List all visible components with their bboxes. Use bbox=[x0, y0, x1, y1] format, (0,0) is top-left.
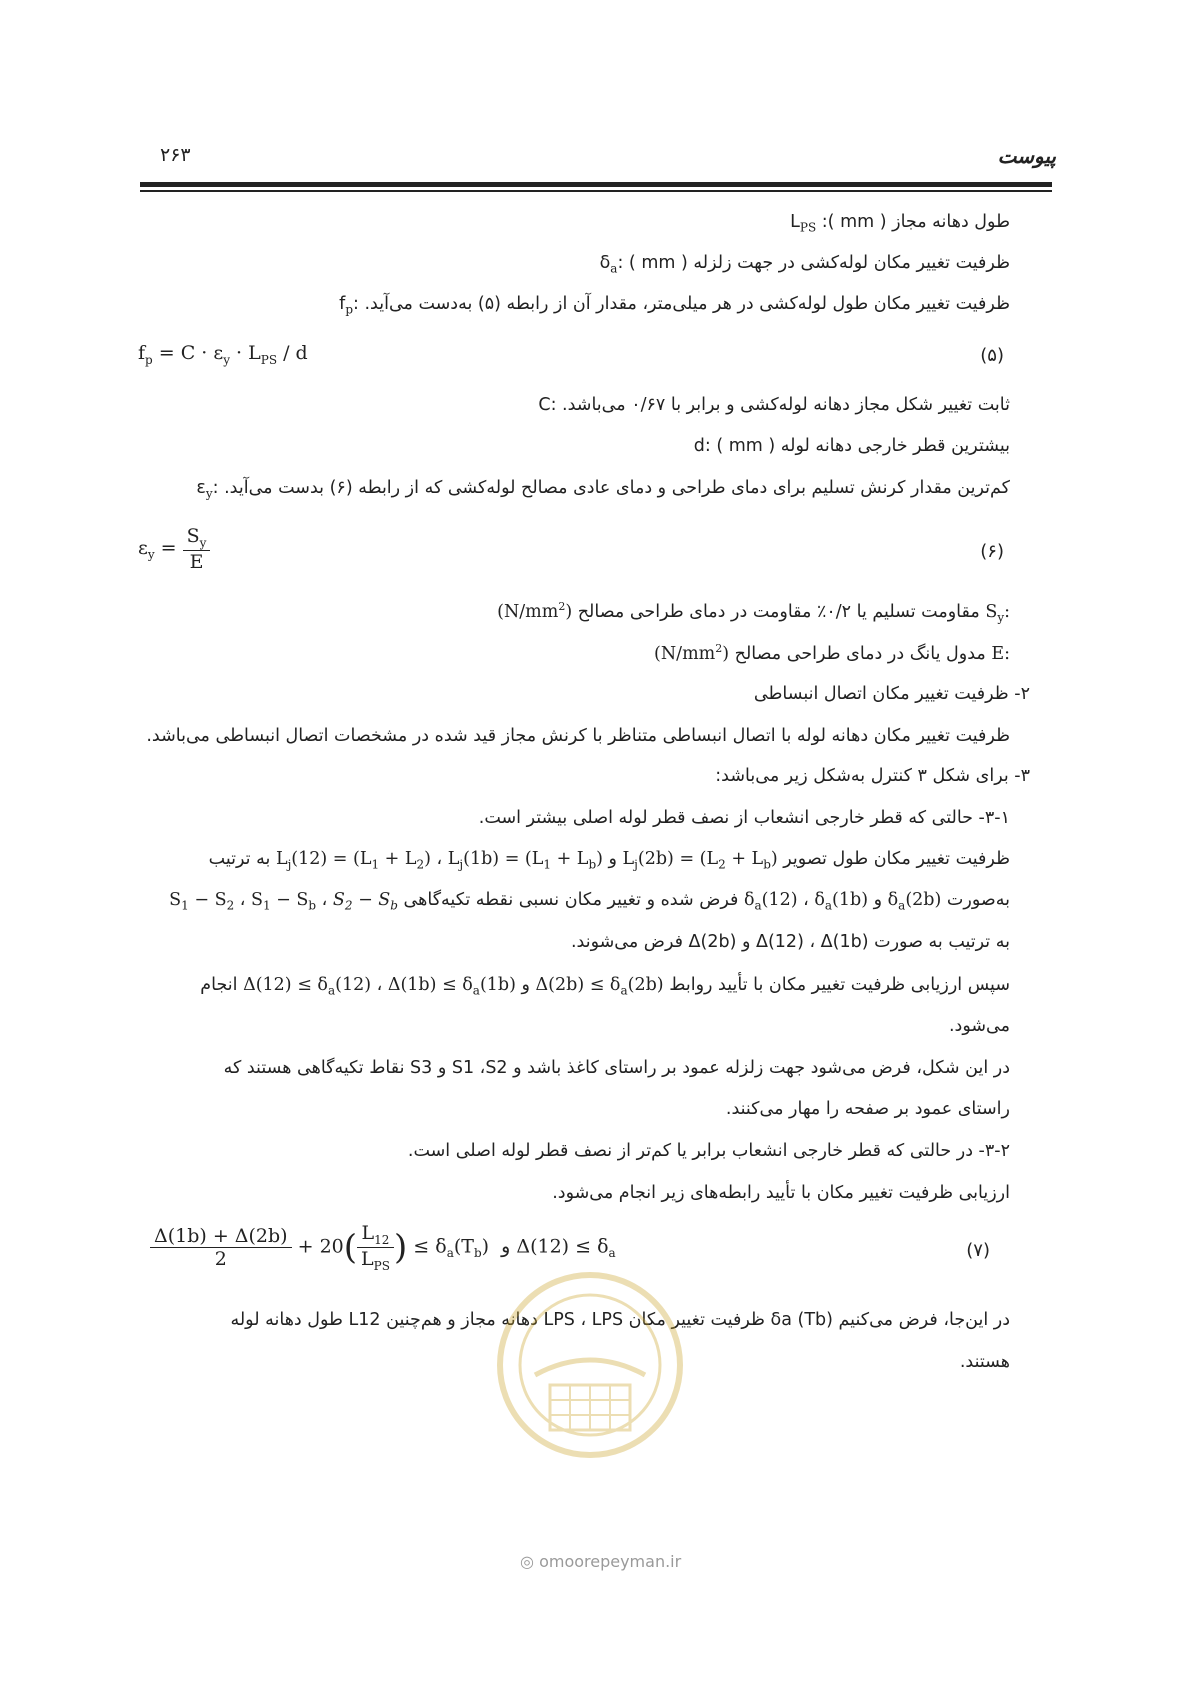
header-rule-thin bbox=[140, 190, 1052, 192]
paragraph-2: به‌صورت $\delta_a(12)$ ، $\delta_a(1b)$ و $\delta_a(2b)$ فرض شده و تغییر مکان نسبی نقطه تکیه‌گاهی $S_1 - S_2$ ، $S_1 - S_b$ ، $S_2 - S_b$ bbox=[169, 890, 1010, 913]
equation-6: $\varepsilon_y$ = $\frac{S_y}{E}$ bbox=[138, 525, 210, 573]
header-rule bbox=[140, 182, 1052, 187]
def-lps: طول دهانه مجاز ( mm ): $L_{PS}$ bbox=[790, 212, 1010, 235]
equation-6-number: (۶) bbox=[980, 541, 1004, 562]
def-delta-a: ظرفیت تغییر مکان لوله‌کشی در جهت زلزله ( mm ) $:\delta_a$ bbox=[599, 253, 1010, 276]
def-fp: ظرفیت تغییر مکان طول لوله‌کشی در هر میلی‌متر، مقدار آن از رابطه (۵) به‌دست می‌آید. $:f_p$ bbox=[339, 294, 1010, 317]
equation-5-number: (۵) bbox=[980, 345, 1004, 366]
globe-icon: ◎ bbox=[520, 1552, 534, 1571]
running-header: پیوست bbox=[997, 144, 1056, 168]
paragraph-6: راستای عمود بر صفحه را مهار می‌کنند. bbox=[725, 1099, 1010, 1119]
def-epsilon-y: کم‌ترین مقدار کرنش تسلیم برای دمای طراحی و دمای عادی مصالح لوله‌کشی که از رابطه (۶) بدست می‌آید. $:\varepsilon_y$ bbox=[196, 478, 1010, 501]
section-3-title: ۳- برای شکل ۳ کنترل به‌شکل زیر می‌باشد: bbox=[715, 766, 1030, 786]
watermark-seal-icon bbox=[490, 1265, 690, 1465]
section-3-1-title: ۳-۱- حالتی که قطر خارجی انشعاب از نصف قطر لوله اصلی بیشتر است. bbox=[478, 808, 1010, 828]
paragraph-3: به ترتیب به صورت Δ(12) ، Δ(1b) و Δ(2b) فرض می‌شوند. bbox=[570, 932, 1010, 952]
paragraph-7: ارزیابی ظرفیت تغییر مکان با تأیید رابطه‌های زیر انجام می‌شود. bbox=[552, 1183, 1010, 1203]
page-number: ۲۶۳ bbox=[160, 144, 191, 166]
equation-7: $\frac{\Delta(1b) + \Delta(2b)}{2}$ + 20( $\frac{L_{12}}{L_{PS}}$ ) ≤ $\delta_a(T_b)$ و $\Delta(12) \le \delta_a$ bbox=[150, 1222, 616, 1273]
equation-7-number: (۷) bbox=[966, 1240, 990, 1261]
section-2-text: ظرفیت تغییر مکان دهانه لوله با اتصال انبساطی متناظر با کرنش مجاز قید شده در مشخصات اتصال انبساطی می‌باشد. bbox=[146, 726, 1010, 746]
paragraph-9: هستند. bbox=[959, 1352, 1010, 1372]
paragraph-8: در این‌جا، فرض می‌کنیم δa (Tb) ظرفیت تغییر مکان LPS ، LPS دهانه مجاز و هم‌چنین L12 طول دهانه لوله bbox=[230, 1310, 1010, 1330]
section-3-2-title: ۳-۲- در حالتی که قطر خارجی انشعاب برابر یا کم‌تر از نصف قطر لوله اصلی است. bbox=[407, 1141, 1010, 1161]
def-c: ثابت تغییر شکل مجاز دهانه لوله‌کشی و برابر با ۰/۶۷ می‌باشد. :C bbox=[538, 395, 1010, 415]
paragraph-1: ظرفیت تغییر مکان طول تصویر $L_j(12) = (L_1 + L_2)$ ، $L_j(1b) = (L_1 + L_b)$ و $L_j(2b) = (L_2 + L_b)$ به ترتیب bbox=[208, 849, 1010, 872]
paragraph-4-end: می‌شود. bbox=[948, 1016, 1010, 1036]
def-sy: $S_y$: مقاومت تسلیم یا ۰/۲٪ مقاومت در دمای طراحی مصالح $(N/mm^2)$ bbox=[497, 600, 1010, 625]
watermark-site: ◎ omoorepeyman.ir bbox=[520, 1552, 682, 1571]
section-2-title: ۲- ظرفیت تغییر مکان اتصال انبساطی bbox=[753, 684, 1030, 704]
paragraph-4: سپس ارزیابی ظرفیت تغییر مکان با تأیید روابط $\Delta(12) \le \delta_a(12)$ ، $\Delta(1b) \le \delta_a(1b)$ و $\Delta(2b) \le \delta_a(2b)$ انجام bbox=[200, 975, 1010, 998]
def-e: E: مدول یانگ در دمای طراحی مصالح $(N/mm^2)$ bbox=[654, 642, 1010, 664]
paragraph-5: در این شکل، فرض می‌شود جهت زلزله عمود بر راستای کاغذ باشد و S1 ،S2 و S3 نقاط تکیه‌گاهی هستند که bbox=[223, 1058, 1010, 1078]
def-d: بیشترین قطر خارجی دهانه لوله ( mm ) :d bbox=[693, 436, 1010, 456]
equation-5: $f_p = C \cdot \varepsilon_y \cdot L_{PS} / d$ bbox=[138, 342, 308, 367]
